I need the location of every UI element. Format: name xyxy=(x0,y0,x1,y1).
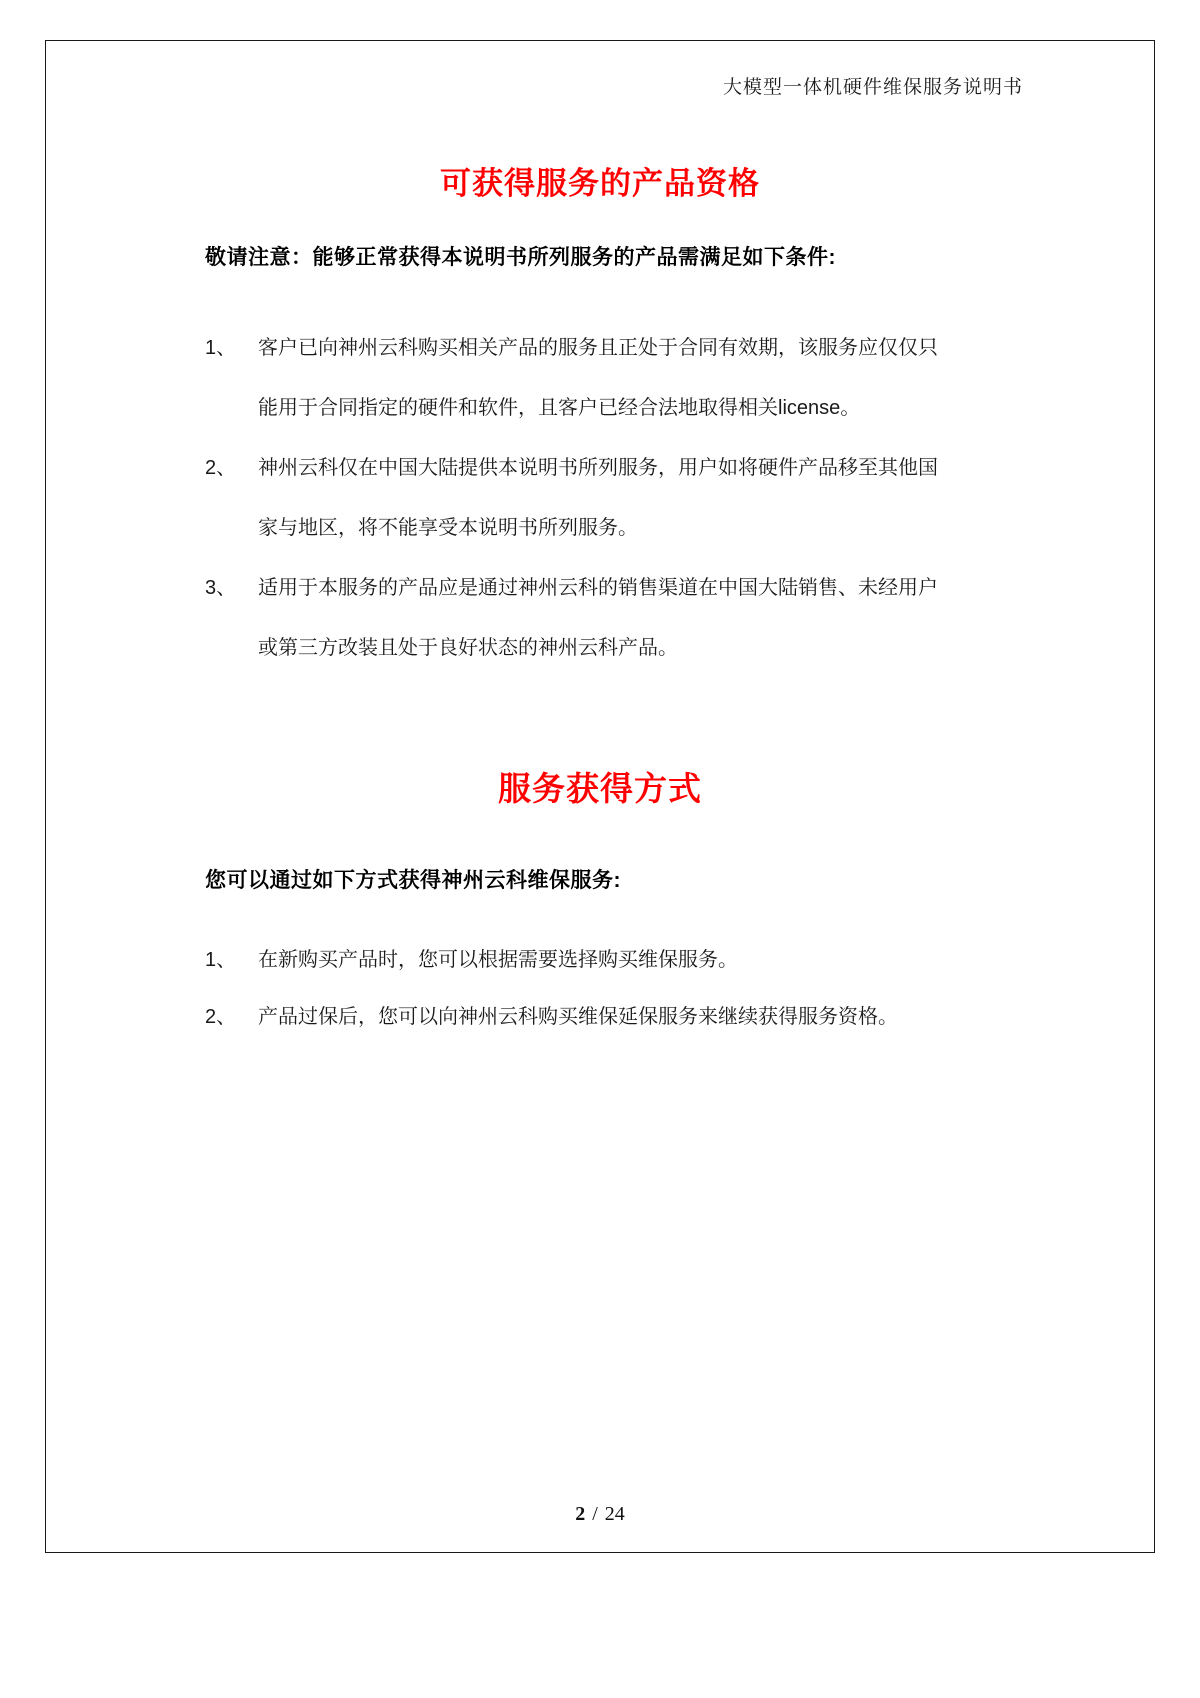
section1-title: 可获得服务的产品资格 xyxy=(440,166,760,201)
page-number-footer xyxy=(0,1503,1200,1526)
list-item-text: 产品过保后，您可以向神州云科购买维保延保服务来继续获得服务资格。 xyxy=(258,1006,898,1028)
list-item-number: 2、 xyxy=(205,1006,237,1028)
list-item-text: 客户已向神州云科购买相关产品的服务且正处于合同有效期，该服务应仅仅只 xyxy=(258,337,938,359)
list-item-text: 在新购买产品时，您可以根据需要选择购买维保服务。 xyxy=(258,949,738,971)
page-number-separator: / xyxy=(592,1503,598,1525)
list-item-number: 3、 xyxy=(205,577,237,599)
list-item xyxy=(205,989,995,1046)
section2-title: 服务获得方式 xyxy=(498,770,702,807)
list-item xyxy=(205,932,995,989)
list-item-number: 1、 xyxy=(205,337,237,359)
list-item-text: 能用于合同指定的硬件和软件，且客户已经合法地取得相关license。 xyxy=(258,397,861,419)
document-header-title: 大模型一体机硬件维保服务说明书 xyxy=(722,77,1023,98)
list-item xyxy=(205,438,995,558)
list-item-number: 2、 xyxy=(205,457,237,479)
section2-list xyxy=(205,932,995,1046)
section2-intro: 您可以通过如下方式获得神州云科维保服务: xyxy=(205,869,621,892)
current-page-number: 2 xyxy=(575,1503,586,1525)
section1-intro: 敬请注意：能够正常获得本说明书所列服务的产品需满足如下条件: xyxy=(205,246,836,269)
list-item-number: 1、 xyxy=(205,949,237,971)
total-pages: 24 xyxy=(604,1503,625,1525)
list-item-text: 家与地区，将不能享受本说明书所列服务。 xyxy=(258,517,638,539)
list-item-text: 神州云科仅在中国大陆提供本说明书所列服务，用户如将硬件产品移至其他国 xyxy=(258,457,938,479)
list-item xyxy=(205,318,995,438)
section1-list xyxy=(205,318,995,678)
list-item-text: 适用于本服务的产品应是通过神州云科的销售渠道在中国大陆销售、未经用户 xyxy=(258,577,938,599)
list-item xyxy=(205,558,995,678)
list-item-text: 或第三方改装且处于良好状态的神州云科产品。 xyxy=(258,637,678,659)
